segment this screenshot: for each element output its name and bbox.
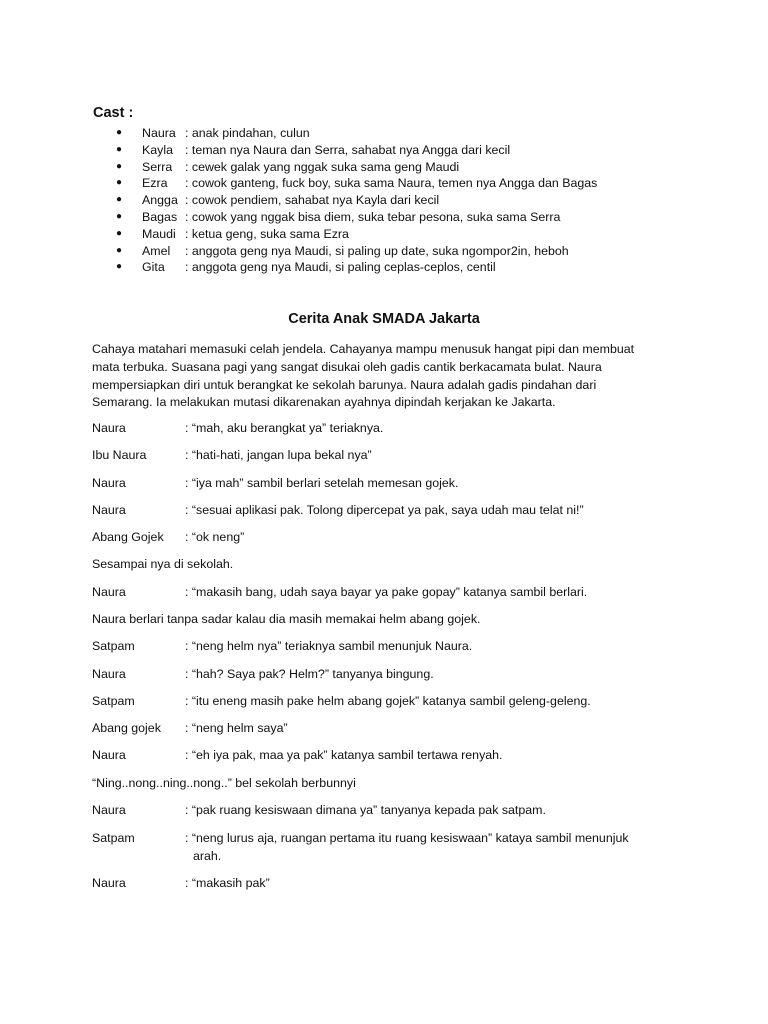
speaker-name: Satpam: [92, 639, 135, 653]
cast-name: Serra: [142, 159, 173, 174]
bullet-icon: ●: [116, 244, 123, 256]
intro-line: mata terbuka. Suasana pagi yang sangat disukai oleh gadis cantik berkacamata bulat. Naura: [92, 359, 602, 374]
speaker-name: Ibu Naura: [92, 448, 147, 462]
cast-description: : ketua geng, suka sama Ezra: [185, 226, 349, 241]
intro-line: Cahaya matahari memasuki celah jendela. Cahayanya mampu menusuk hangat pipi dan membuat: [92, 342, 635, 356]
speaker-name: Naura: [92, 421, 126, 435]
cast-description: : cowok ganteng, fuck boy, suka sama Naura, temen nya Angga dan Bagas: [185, 176, 598, 191]
cast-name: Angga: [142, 193, 178, 208]
speech-line: : “neng lurus aja, ruangan pertama itu ruang kesiswaan” kataya sambil menunjuk: [185, 831, 629, 845]
speaker-name: Naura: [92, 503, 126, 517]
cast-description: : teman nya Naura dan Serra, sahabat nya Angga dari kecil: [185, 142, 511, 157]
bullet-icon: ●: [116, 210, 123, 222]
speech-text: : “hati-hati, jangan lupa bekal nya”: [185, 448, 372, 462]
speech-text: : “iya mah” sambil berlari setelah memesan gojek.: [185, 476, 459, 490]
cast-description: : cowok yang nggak bisa diem, suka tebar pesona, suka sama Serra: [185, 209, 561, 224]
cast-name: Naura: [142, 126, 176, 140]
narration-line: “Ning..nong..ning..nong..” bel sekolah berbunnyi: [92, 776, 356, 790]
speech-line: arah.: [193, 848, 222, 863]
speech-text: : “sesuai aplikasi pak. Tolong dipercepat ya pak, saya udah mau telat ni!”: [185, 503, 584, 517]
speaker-name: Abang gojek: [92, 721, 161, 735]
speaker-name: Satpam: [92, 831, 135, 845]
speech-text: : “neng helm saya”: [185, 721, 288, 735]
bullet-icon: ●: [116, 143, 123, 155]
speech-text: [185, 830, 629, 866]
speaker-name: Satpam: [92, 694, 135, 708]
cast-description: : anggota geng nya Maudi, si paling ceplas-ceplos, centil: [185, 260, 496, 275]
cast-name: Kayla: [142, 142, 173, 157]
cast-description: : cewek galak yang nggak suka sama geng Maudi: [185, 159, 460, 174]
speech-text: : “neng helm nya” teriaknya sambil menunjuk Naura.: [185, 639, 473, 653]
bullet-icon: ●: [116, 177, 123, 189]
speech-text: : “hah? Saya pak? Helm?” tanyanya bingung.: [185, 667, 434, 681]
speech-text: : “ok neng”: [185, 530, 245, 544]
cast-name: Maudi: [142, 226, 176, 241]
intro-line: mempersiapkan diri untuk berangkat ke sekolah barunya. Naura adalah gadis pindahan dari: [92, 377, 597, 392]
speech-text: : “mah, aku berangkat ya” teriaknya.: [185, 421, 384, 435]
cast-description: : anggota geng nya Maudi, si paling up date, suka ngompor2in, heboh: [185, 243, 569, 258]
cast-description: : cowok pendiem, sahabat nya Kayla dari kecil: [185, 193, 440, 208]
speaker-name: Naura: [92, 476, 126, 490]
bullet-icon: ●: [116, 127, 123, 138]
speaker-name: Naura: [92, 803, 126, 817]
speaker-name: Naura: [92, 876, 126, 890]
story-title: Cerita Anak SMADA Jakarta: [288, 311, 480, 327]
speaker-name: Naura: [92, 748, 126, 762]
speech-text: : “makasih pak”: [185, 876, 270, 890]
speaker-name: Abang Gojek: [92, 530, 164, 544]
speech-text: : “pak ruang kesiswaan dimana ya” tanyanya kepada pak satpam.: [185, 803, 546, 817]
cast-description: : anak pindahan, culun: [185, 126, 310, 140]
bullet-icon: ●: [116, 227, 123, 239]
cast-name: Amel: [142, 243, 171, 258]
bullet-icon: ●: [116, 160, 123, 172]
speaker-name: Naura: [92, 667, 126, 681]
speaker-name: Naura: [92, 585, 126, 599]
intro-line: Semarang. Ia melakukan mutasi dikarenakan ayahnya dipindah kerjakan ke Jakarta.: [92, 395, 556, 410]
bullet-icon: ●: [116, 194, 123, 206]
speech-text: : “itu eneng masih pake helm abang gojek” katanya sambil geleng-geleng.: [185, 694, 591, 708]
narration-line: Naura berlari tanpa sadar kalau dia masih memakai helm abang gojek.: [92, 612, 481, 626]
cast-name: Ezra: [142, 176, 168, 191]
speech-text: : “eh iya pak, maa ya pak” katanya sambil tertawa renyah.: [185, 748, 503, 762]
intro-paragraph: [92, 341, 692, 412]
cast-name: Bagas: [142, 209, 178, 224]
cast-heading: Cast :: [93, 105, 134, 121]
speech-text: : “makasih bang, udah saya bayar ya pake gopay” katanya sambil berlari.: [185, 585, 588, 599]
bullet-icon: ●: [116, 261, 123, 273]
narration-line: Sesampai nya di sekolah.: [92, 557, 234, 571]
cast-name: Gita: [142, 260, 165, 275]
